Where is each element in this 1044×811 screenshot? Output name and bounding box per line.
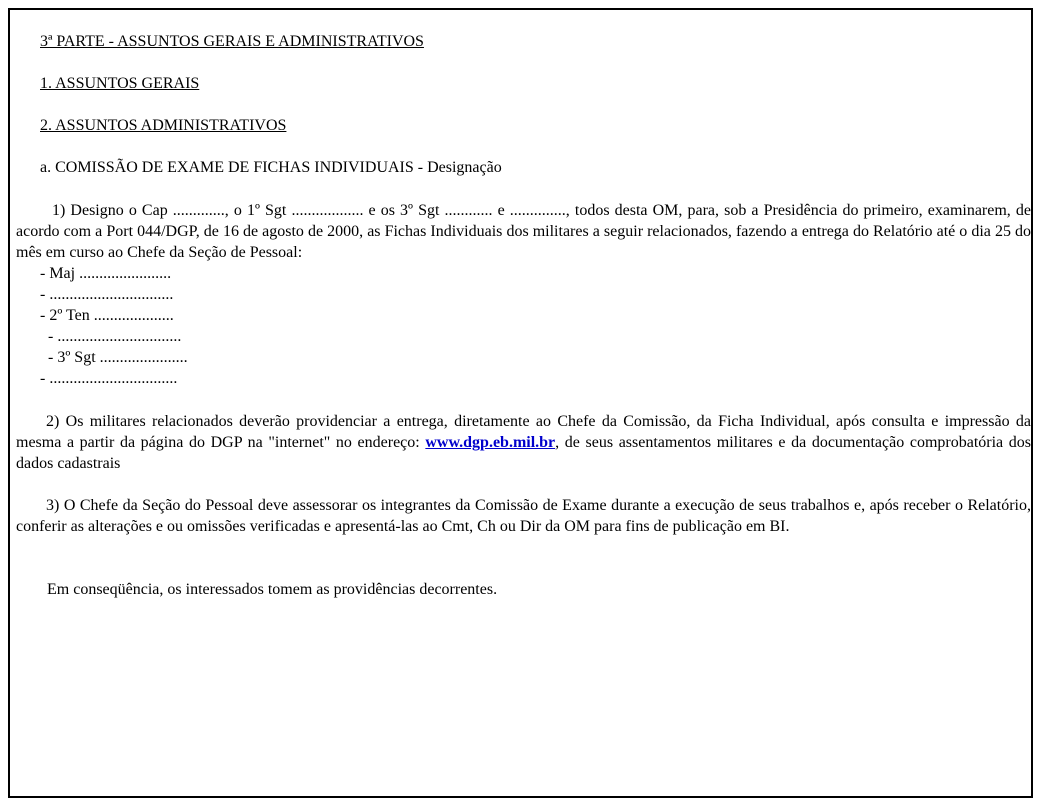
part-heading: 3ª PARTE - ASSUNTOS GERAIS E ADMINISTRATIVOS (40, 33, 424, 50)
item2-text-before: 2) Os militares relacionados deverão providenciar a entrega, diretamente ao Chefe da Comissão, da Ficha Individual, após consulta e impressão da mesma a partir da página do DGP na "internet" no endereço: (16, 413, 1031, 451)
document-frame (8, 8, 1033, 798)
item3-paragraph: 3) O Chefe da Seção do Pessoal deve assessorar os integrantes da Comissão de Exame durante a execução de seus trabalhos e, após receber o Relatório, conferir as alterações e ou omissões verificadas e apresentá-las ao Cmt, Ch ou Dir da OM para fins de publicação em BI. (16, 497, 1031, 535)
list-item: - Maj ....................... (40, 265, 172, 282)
list-item: - ............................... (40, 286, 174, 303)
closing-statement: Em conseqüência, os interessados tomem as providências decorrentes. (47, 581, 498, 598)
admin-affairs-heading: 2. ASSUNTOS ADMINISTRATIVOS (40, 117, 287, 134)
list-item: - 3º Sgt ...................... (48, 349, 188, 366)
general-affairs-heading: 1. ASSUNTOS GERAIS (40, 75, 200, 92)
list-item: - ................................ (40, 370, 178, 387)
item1-paragraph: 1) Designo o Cap ............., o 1º Sgt .................. e os 3º Sgt ............ e .............., todos desta OM, para, sob a Presidência do primeiro, examinarem, de acordo com a Port 044/DGP, de 16 de agosto de 2000, as Fichas Individuais dos militares a seguir relacionados, fazendo a entrega do Relatório até o dia 25 do mês em curso ao Chefe da Seção de Pessoal: (16, 202, 1031, 261)
item2-text-after: , de seus assentamentos militares e da documentação comprobatória dos dados cadastrais (16, 434, 1031, 472)
item2-paragraph (16, 411, 1031, 474)
list-item: - ............................... (48, 328, 182, 345)
dgp-website-link[interactable]: www.dgp.eb.mil.br (425, 434, 556, 451)
section-a-heading: a. COMISSÃO DE EXAME DE FICHAS INDIVIDUAIS - Designação (40, 159, 502, 176)
list-item: - 2º Ten .................... (40, 307, 174, 324)
